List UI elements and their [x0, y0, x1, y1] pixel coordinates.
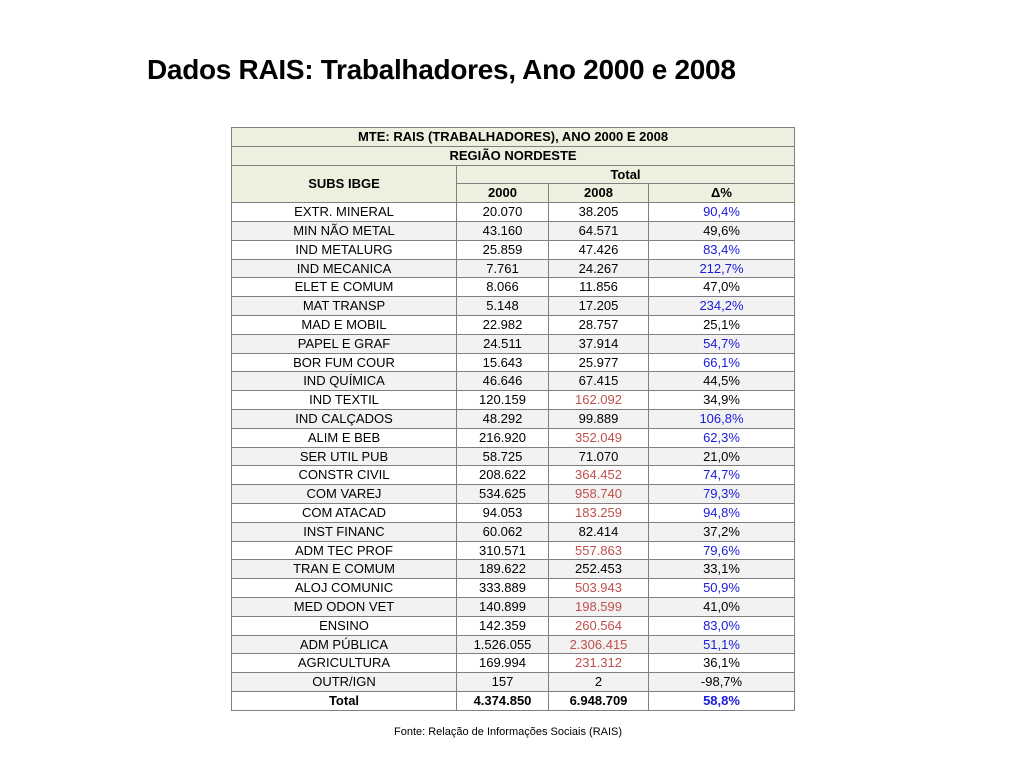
table-row — [232, 616, 795, 635]
delta-cell: 66,1% — [649, 353, 795, 372]
table-row — [232, 259, 795, 278]
sector-cell: TRAN E COMUM — [232, 560, 457, 579]
value-2000-cell: 1.526.055 — [457, 635, 549, 654]
table-row — [232, 315, 795, 334]
value-2008-cell: 28.757 — [549, 315, 649, 334]
table-row — [232, 541, 795, 560]
rais-table — [231, 127, 795, 711]
value-2008-cell: 37.914 — [549, 334, 649, 353]
value-2000-cell: 333.889 — [457, 579, 549, 598]
value-2000-cell: 189.622 — [457, 560, 549, 579]
table-row — [232, 203, 795, 222]
sector-cell: AGRICULTURA — [232, 654, 457, 673]
total-row — [232, 691, 795, 710]
total-label-cell: Total — [232, 691, 457, 710]
delta-cell: 33,1% — [649, 560, 795, 579]
subs-ibge-header: SUBS IBGE — [232, 165, 457, 203]
table-row — [232, 372, 795, 391]
sector-cell: COM ATACAD — [232, 503, 457, 522]
year-2000-header: 2000 — [457, 184, 549, 203]
value-2000-cell: 46.646 — [457, 372, 549, 391]
table-row — [232, 635, 795, 654]
value-2008-cell: 198.599 — [549, 597, 649, 616]
delta-cell: 90,4% — [649, 203, 795, 222]
value-2000-cell: 142.359 — [457, 616, 549, 635]
value-2000-cell: 169.994 — [457, 654, 549, 673]
total-group-header: Total — [457, 165, 795, 184]
value-2000-cell: 58.725 — [457, 447, 549, 466]
sector-cell: IND METALURG — [232, 240, 457, 259]
delta-cell: 47,0% — [649, 278, 795, 297]
table-row — [232, 485, 795, 504]
table-row — [232, 579, 795, 598]
table-row — [232, 522, 795, 541]
delta-cell: 234,2% — [649, 297, 795, 316]
delta-cell: 83,4% — [649, 240, 795, 259]
sector-cell: ALIM E BEB — [232, 428, 457, 447]
value-2008-cell: 352.049 — [549, 428, 649, 447]
value-2000-cell: 5.148 — [457, 297, 549, 316]
value-2008-cell: 2 — [549, 673, 649, 692]
table-row — [232, 503, 795, 522]
table-caption: MTE: RAIS (TRABALHADORES), ANO 2000 E 2008 — [232, 128, 795, 147]
delta-cell: 34,9% — [649, 391, 795, 410]
delta-cell: 25,1% — [649, 315, 795, 334]
value-2008-cell: 231.312 — [549, 654, 649, 673]
sector-cell: MAT TRANSP — [232, 297, 457, 316]
value-2000-cell: 310.571 — [457, 541, 549, 560]
value-2008-cell: 82.414 — [549, 522, 649, 541]
delta-cell: 54,7% — [649, 334, 795, 353]
value-2008-cell: 99.889 — [549, 409, 649, 428]
value-2008-cell: 64.571 — [549, 221, 649, 240]
value-2008-cell: 11.856 — [549, 278, 649, 297]
value-2000-cell: 94.053 — [457, 503, 549, 522]
value-2008-cell: 503.943 — [549, 579, 649, 598]
total-2008-cell: 6.948.709 — [549, 691, 649, 710]
sector-cell: IND QUÍMICA — [232, 372, 457, 391]
sector-cell: ENSINO — [232, 616, 457, 635]
total-2000-cell: 4.374.850 — [457, 691, 549, 710]
sector-cell: ADM PÚBLICA — [232, 635, 457, 654]
delta-cell: 37,2% — [649, 522, 795, 541]
value-2000-cell: 20.070 — [457, 203, 549, 222]
delta-cell: 83,0% — [649, 616, 795, 635]
delta-cell: 79,3% — [649, 485, 795, 504]
table-row — [232, 409, 795, 428]
value-2008-cell: 38.205 — [549, 203, 649, 222]
value-2000-cell: 534.625 — [457, 485, 549, 504]
table-row — [232, 597, 795, 616]
sector-cell: OUTR/IGN — [232, 673, 457, 692]
sector-cell: EXTR. MINERAL — [232, 203, 457, 222]
value-2008-cell: 162.092 — [549, 391, 649, 410]
value-2000-cell: 22.982 — [457, 315, 549, 334]
sector-cell: INST FINANC — [232, 522, 457, 541]
sector-cell: ELET E COMUM — [232, 278, 457, 297]
delta-cell: 62,3% — [649, 428, 795, 447]
year-2008-header: 2008 — [549, 184, 649, 203]
value-2000-cell: 216.920 — [457, 428, 549, 447]
value-2000-cell: 8.066 — [457, 278, 549, 297]
value-2000-cell: 15.643 — [457, 353, 549, 372]
table-row — [232, 221, 795, 240]
sector-cell: IND TEXTIL — [232, 391, 457, 410]
delta-cell: 79,6% — [649, 541, 795, 560]
sector-cell: IND MECANICA — [232, 259, 457, 278]
sector-cell: ADM TEC PROF — [232, 541, 457, 560]
value-2000-cell: 24.511 — [457, 334, 549, 353]
delta-percent-header: Δ% — [649, 184, 795, 203]
value-2000-cell: 43.160 — [457, 221, 549, 240]
table-row — [232, 297, 795, 316]
delta-cell: 106,8% — [649, 409, 795, 428]
sector-cell: ALOJ COMUNIC — [232, 579, 457, 598]
page-title: Dados RAIS: Trabalhadores, Ano 2000 e 2008 — [147, 54, 736, 85]
table-row — [232, 278, 795, 297]
value-2008-cell: 183.259 — [549, 503, 649, 522]
delta-cell: 74,7% — [649, 466, 795, 485]
table-row — [232, 560, 795, 579]
sector-cell: MAD E MOBIL — [232, 315, 457, 334]
value-2000-cell: 60.062 — [457, 522, 549, 541]
value-2008-cell: 25.977 — [549, 353, 649, 372]
sector-cell: PAPEL E GRAF — [232, 334, 457, 353]
table-row — [232, 654, 795, 673]
delta-cell: 94,8% — [649, 503, 795, 522]
sector-cell: IND CALÇADOS — [232, 409, 457, 428]
value-2000-cell: 7.761 — [457, 259, 549, 278]
table-row — [232, 447, 795, 466]
table-row — [232, 391, 795, 410]
value-2008-cell: 67.415 — [549, 372, 649, 391]
value-2000-cell: 208.622 — [457, 466, 549, 485]
table-row — [232, 428, 795, 447]
table-row — [232, 334, 795, 353]
total-delta-cell: 58,8% — [649, 691, 795, 710]
source-note: Fonte: Relação de Informações Sociais (RAIS) — [394, 726, 623, 738]
sector-cell: CONSTR CIVIL — [232, 466, 457, 485]
sector-cell: BOR FUM COUR — [232, 353, 457, 372]
value-2008-cell: 260.564 — [549, 616, 649, 635]
value-2008-cell: 958.740 — [549, 485, 649, 504]
table-row — [232, 353, 795, 372]
sector-cell: MED ODON VET — [232, 597, 457, 616]
delta-cell: 41,0% — [649, 597, 795, 616]
delta-cell: 36,1% — [649, 654, 795, 673]
sector-cell: COM VAREJ — [232, 485, 457, 504]
value-2000-cell: 140.899 — [457, 597, 549, 616]
value-2008-cell: 557.863 — [549, 541, 649, 560]
value-2008-cell: 17.205 — [549, 297, 649, 316]
value-2008-cell: 71.070 — [549, 447, 649, 466]
value-2000-cell: 48.292 — [457, 409, 549, 428]
value-2008-cell: 47.426 — [549, 240, 649, 259]
delta-cell: 49,6% — [649, 221, 795, 240]
table-row — [232, 673, 795, 692]
table-row — [232, 240, 795, 259]
region-caption: REGIÃO NORDESTE — [232, 146, 795, 165]
delta-cell: 44,5% — [649, 372, 795, 391]
delta-cell: 50,9% — [649, 579, 795, 598]
value-2000-cell: 25.859 — [457, 240, 549, 259]
delta-cell: 51,1% — [649, 635, 795, 654]
value-2008-cell: 2.306.415 — [549, 635, 649, 654]
delta-cell: 212,7% — [649, 259, 795, 278]
delta-cell: -98,7% — [649, 673, 795, 692]
sector-cell: SER UTIL PUB — [232, 447, 457, 466]
sector-cell: MIN NÃO METAL — [232, 221, 457, 240]
value-2000-cell: 120.159 — [457, 391, 549, 410]
value-2000-cell: 157 — [457, 673, 549, 692]
table-row — [232, 466, 795, 485]
value-2008-cell: 24.267 — [549, 259, 649, 278]
delta-cell: 21,0% — [649, 447, 795, 466]
value-2008-cell: 364.452 — [549, 466, 649, 485]
value-2008-cell: 252.453 — [549, 560, 649, 579]
